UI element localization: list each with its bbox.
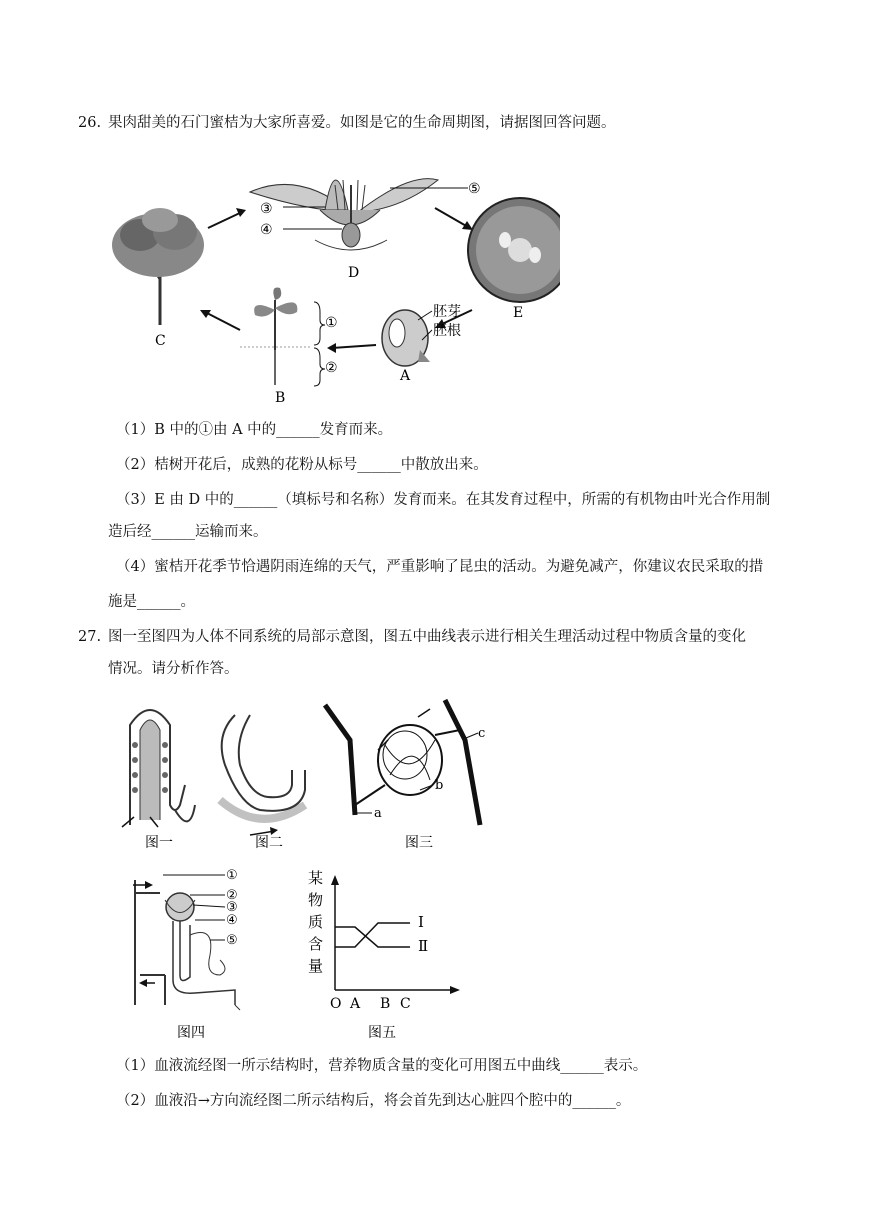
label-5: ⑤ [468, 181, 481, 197]
seed-a-illustration [382, 310, 430, 366]
flower-d-illustration [250, 179, 438, 250]
label-c: C [155, 333, 166, 349]
x-tick-c: C [400, 996, 411, 1012]
label-4: ④ [260, 222, 273, 238]
x-tick-o: O [330, 996, 342, 1012]
fig4-label-3: ③ [226, 900, 238, 915]
fig3-label-c: c [478, 726, 486, 741]
fig3-label-b: b [435, 778, 444, 793]
fig5-caption: 图五 [368, 1025, 396, 1040]
label-peiya: 胚芽 [433, 304, 461, 320]
q26-life-cycle-figure [100, 140, 560, 410]
fig4-label-2: ② [226, 888, 238, 903]
label-peigen: 胚根 [433, 323, 461, 339]
y-axis-label [308, 869, 323, 975]
fig2-caption: 图二 [255, 835, 283, 851]
q26-number: 26. [78, 115, 102, 131]
label-d: D [348, 265, 360, 281]
fig4-label-5: ⑤ [226, 933, 238, 948]
fig3-caption: 图三 [405, 835, 433, 851]
fig4-label-4: ④ [226, 913, 238, 928]
fig3-label-a: a [374, 806, 382, 821]
y-label-char-3: 质 [308, 913, 324, 931]
villus-illustration [122, 710, 195, 827]
y-label-char-1: 某 [308, 869, 324, 887]
q26-sub2: （2）桔树开花后，成熟的花粉从标号______中散放出来。 [116, 457, 488, 473]
label-3: ③ [260, 201, 273, 217]
q26-sub1: （1）B 中的①由 A 中的______发育而来。 [116, 422, 393, 438]
label-a: A [400, 368, 411, 384]
y-label-char-2: 物 [308, 891, 324, 909]
label-e: E [513, 305, 524, 321]
capillary-network-illustration [325, 700, 480, 825]
q26-stem: 果肉甜美的石门蜜桔为大家所喜爱。如图是它的生命周期图，请据图回答问题。 [108, 115, 616, 131]
q27-stem2: 情况。请分析作答。 [108, 661, 239, 677]
q26-sub4a: （4）蜜桔开花季节恰遇阴雨连绵的天气，严重影响了昆虫的活动。为避免减产，你建议农民采取的措 [116, 559, 764, 575]
tree-c-illustration [112, 208, 204, 325]
vessel-illustration [220, 715, 305, 835]
q27-sub1: （1）血液流经图一所示结构时，营养物质含量的变化可用图五中曲线______表示。 [116, 1058, 648, 1074]
curve-2-label: Ⅱ [418, 937, 429, 955]
q27-figure-5-curves [300, 865, 470, 1040]
q27-stem1: 图一至图四为人体不同系统的局部示意图，图五中曲线表示进行相关生理活动过程中物质含量的变化 [108, 629, 746, 645]
curve-2-line [335, 927, 410, 947]
label-1: ① [325, 315, 338, 331]
fig4-caption: 图四 [177, 1025, 205, 1040]
fig4-label-1: ① [226, 868, 238, 883]
q26-sub4b: 施是______。 [108, 594, 195, 610]
y-label-char-4: 含 [308, 935, 324, 953]
seedling-b-illustration [240, 288, 310, 386]
fig1-caption: 图一 [145, 835, 173, 851]
x-tick-a: A [350, 996, 361, 1012]
q26-sub3a: （3）E 由 D 中的______（填标号和名称）发育而来。在其发育过程中，所需的有机物由叶光合作用制 [116, 492, 771, 508]
nephron-illustration [133, 880, 240, 1010]
q27-sub2: （2）血液沿→方向流经图二所示结构后，将会首先到达心脏四个腔中的______。 [116, 1093, 631, 1109]
x-tick-b: B [380, 996, 391, 1012]
q26-sub3b: 造后经______运输而来。 [108, 524, 268, 540]
curve-1-label: Ⅰ [418, 913, 424, 931]
label-b: B [275, 390, 286, 406]
q27-number: 27. [78, 629, 102, 645]
q27-figure-4-nephron [125, 865, 265, 1040]
label-2: ② [325, 360, 338, 376]
q27-figures-1-3 [100, 695, 500, 855]
orange-e-illustration [468, 198, 560, 302]
y-label-char-5: 量 [308, 957, 324, 975]
